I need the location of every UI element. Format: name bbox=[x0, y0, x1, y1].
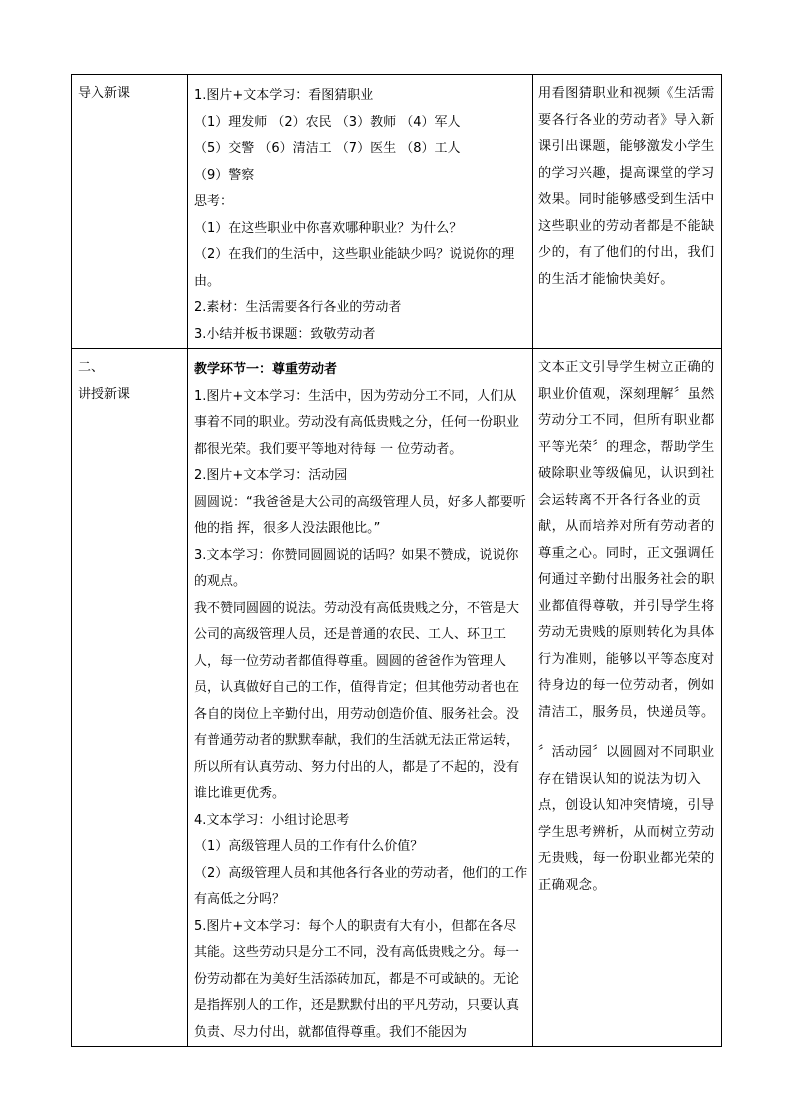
content-paragraph: 5.图片+文本学习：每个人的职责有大有小，但都在各尽其能。这些劳动只是分工不同，没有高低贵贱之分。每一份劳动都在为美好生活添砖加瓦，都是不可或缺的。无论是指挥别人的工作，还是默默付出的平凡劳动，只要认真负责、尽力付出，就都值得尊重。我们不能因为 bbox=[194, 918, 520, 1040]
design-intent-text: 用看图猜职业和视频《生活需要各行各业的劳动者》导入新课引出课题，能够激发小学生的学习兴趣，提高课堂的学习效果。同时能够感受到生活中这些职业的劳动者都是不能缺少的，有了他们的付出，我们的生活才能愉快美好。 bbox=[538, 86, 715, 287]
content-line: 3.小结并板书课题：致敬劳动者 bbox=[194, 326, 376, 342]
content-paragraph: 我不赞同圆圆的说法。劳动没有高低贵贱之分，不管是大公司的高级管理人员，还是普通的农民、工人、环卫工人，每一位劳动者都值得尊重。圆圆的爸爸作为管理人员，认真做好自己的工作，值得肯定；但其他劳动者也在各自的岗位上辛勤付出，用劳动创造价值、服务社会。没有普通劳动者的默默奉献，我们的生活就无法正常运转，所以所有认真劳动、努力付出的人，都是了不起的，没有谁比谁更优秀。 bbox=[194, 600, 520, 801]
content-line: 2.素材：生活需要各行各业的劳动者 bbox=[194, 300, 402, 315]
content-line: （5）交警 （6）清洁工 （7）医生 （8）工人 bbox=[194, 141, 461, 156]
section-cell bbox=[72, 75, 188, 349]
content-cell bbox=[188, 75, 533, 349]
design-intent-cell bbox=[533, 75, 722, 349]
content-line: （1）理发师 （2）农民 （3）教师 （4）军人 bbox=[194, 114, 461, 130]
content-line: （1）在这些职业中你喜欢哪种职业？为什么？ bbox=[194, 220, 463, 236]
paragraph-spacer bbox=[538, 726, 715, 740]
section-number: 二、 bbox=[78, 360, 105, 375]
content-paragraph: （1）高级管理人员的工作有什么价值？ bbox=[194, 839, 424, 854]
content-paragraph: 3.文本学习：你赞同圆圆说的话吗？如果不赞成，说说你的观点。 bbox=[194, 547, 519, 589]
design-intent-cell bbox=[533, 349, 722, 1047]
lesson-plan-table bbox=[71, 74, 722, 1047]
content-paragraph: 2.图片+文本学习：活动园 bbox=[194, 468, 348, 483]
table-row bbox=[72, 349, 722, 1047]
content-line: （2）在我们的生活中，这些职业能缺少吗？说说你的理由。 bbox=[194, 247, 515, 289]
design-intent-text: 〞活动园〞以圆圆对不同职业存在错误认知的说法为切入点，创设认知冲突情境，引导学生思考辨析，从而树立劳动无贵贱，每一份职业都光荣的正确观念。 bbox=[538, 745, 715, 893]
section-cell bbox=[72, 349, 188, 1047]
content-paragraph: 圆圆说：“我爸爸是大公司的高级管理人员，好多人都要听他的指 挥，很多人没法跟他比。” bbox=[194, 494, 526, 536]
content-cell bbox=[188, 349, 533, 1047]
table-row bbox=[72, 75, 722, 349]
section-title: 导入新课 bbox=[78, 86, 131, 101]
design-intent-text: 文本正文引导学生树立正确的职业价值观，深刻理解〞虽然劳动分工不同，但所有职业都平等光荣〞的理念，帮助学生破除职业等级偏见，认识到社会运转离不开各行各业的贡献，从而培养对所有劳动者的尊重之心。同时，正文强调任何通过辛勤付出服务社会的职业都值得尊敬，并引导学生将劳动无贵贱的原则转化为具体行为准则，能够以平等态度对待身边的每一位劳动者，例如清洁工，服务员，快递员等。 bbox=[538, 360, 715, 720]
content-paragraph: 1.图片+文本学习：生活中，因为劳动分工不同，人们从事着不同的职业。劳动没有高低贵贱之分，任何一份职业都很光荣。我们要平等地对待每 一 位劳动者。 bbox=[194, 388, 520, 457]
content-paragraph: 4.文本学习：小组讨论思考 bbox=[194, 812, 350, 828]
section-title: 讲授新课 bbox=[78, 386, 131, 402]
content-line: 思考： bbox=[194, 194, 234, 209]
content-heading: 教学环节一：尊重劳动者 bbox=[194, 362, 338, 377]
content-paragraph: （2）高级管理人员和其他各行各业的劳动者，他们的工作有高低之分吗？ bbox=[194, 865, 528, 907]
content-line: （9）警察 bbox=[194, 167, 255, 183]
content-line: 1.图片+文本学习：看图猜职业 bbox=[194, 88, 374, 103]
